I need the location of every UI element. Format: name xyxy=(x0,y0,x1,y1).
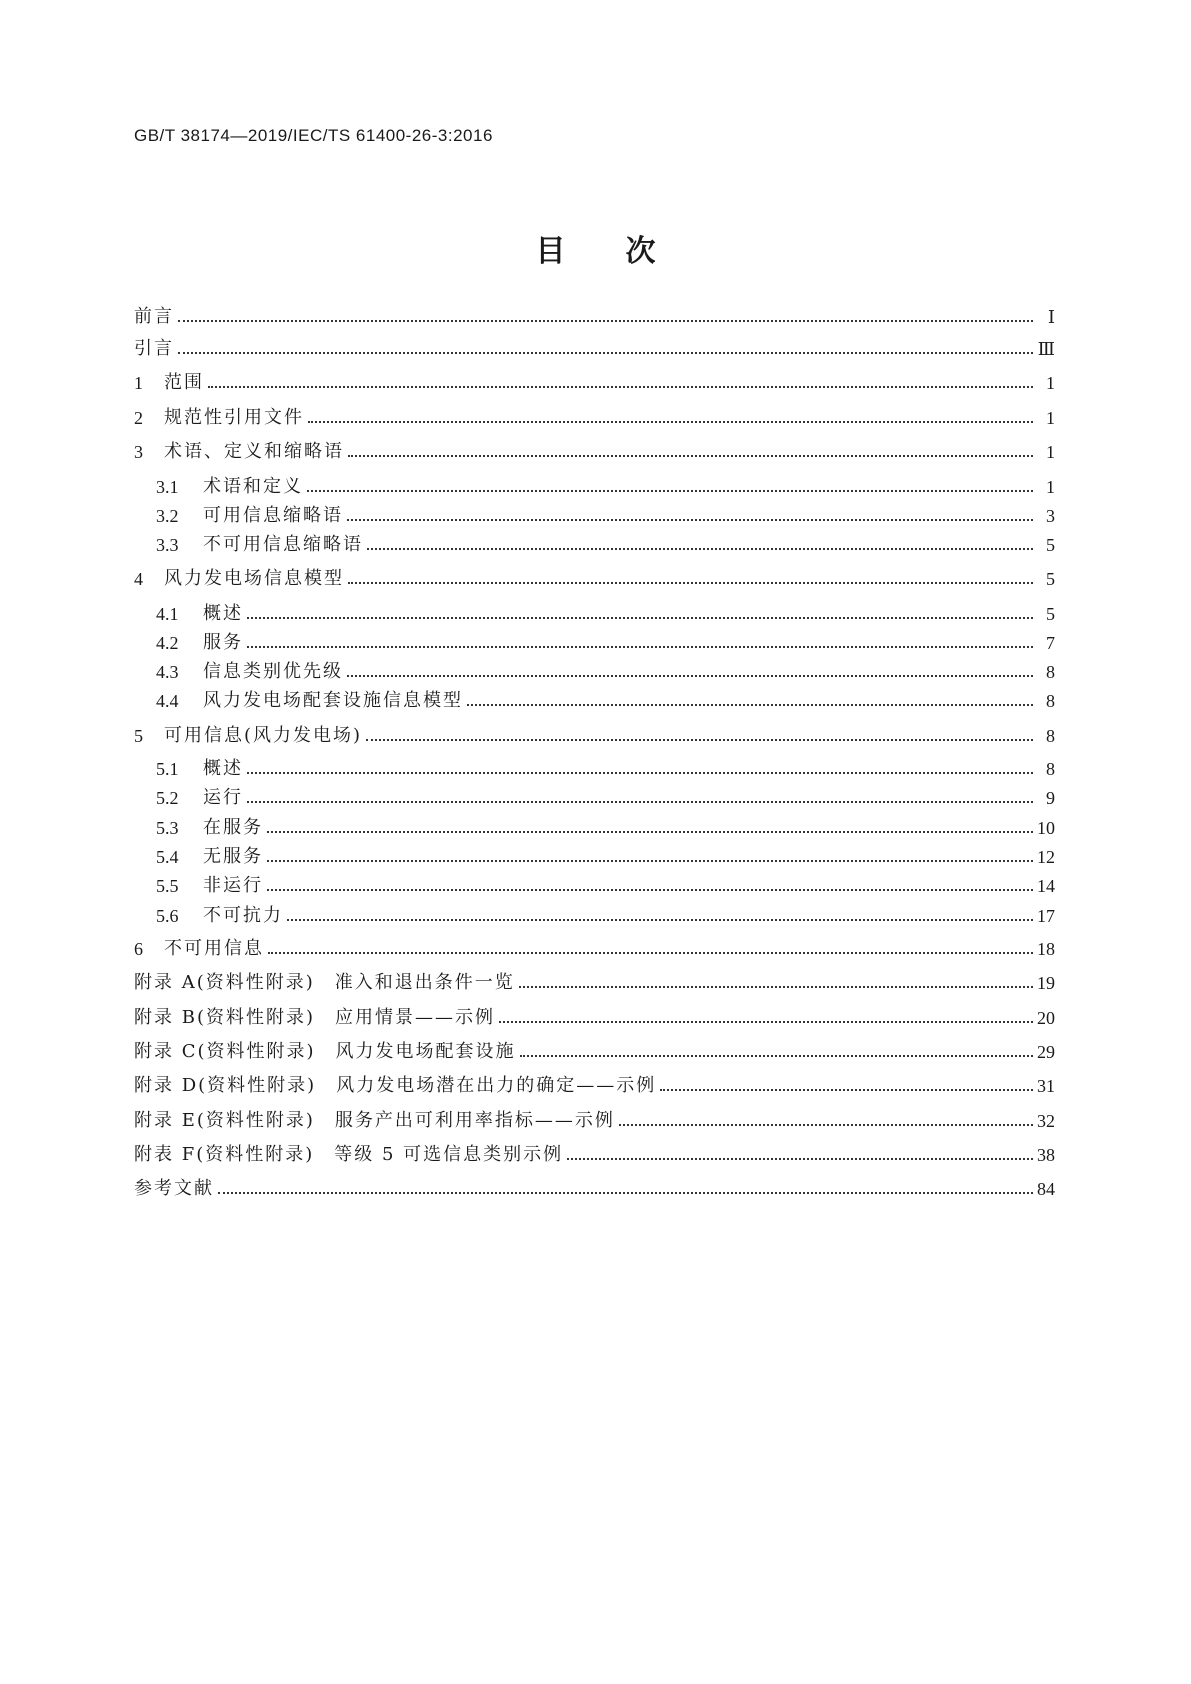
toc-dot-leader xyxy=(247,600,1033,628)
toc-entry-page: 14 xyxy=(1037,876,1055,896)
toc-dot-leader xyxy=(267,814,1033,842)
toc-entry-title: 风力发电场配套设施信息模型 xyxy=(203,690,463,711)
toc-entry[interactable] xyxy=(156,531,1055,559)
toc-entry-page: 8 xyxy=(1046,662,1055,682)
toc-entry[interactable] xyxy=(134,438,1055,466)
toc-entry-number: 5 xyxy=(134,726,143,746)
toc-entry-page: 3 xyxy=(1046,506,1055,526)
toc-entry-title: 附录 E(资料性附录) 服务产出可利用率指标——示例 xyxy=(134,1110,615,1131)
toc-entry-number: 4.2 xyxy=(156,633,179,653)
toc-entry-number: 2 xyxy=(134,408,143,428)
toc-entry-number: 5.5 xyxy=(156,876,179,896)
toc-entry-page: 29 xyxy=(1037,1042,1055,1062)
standard-number: GB/T 38174—2019/IEC/TS 61400-26-3:2016 xyxy=(134,126,493,145)
toc-entry[interactable] xyxy=(134,1038,1055,1066)
toc-entry[interactable] xyxy=(156,658,1055,686)
toc-entry-page: 1 xyxy=(1046,408,1055,428)
toc-entry-title: 可用信息(风力发电场) xyxy=(164,725,363,746)
toc-entry-page: 8 xyxy=(1046,759,1055,779)
toc-dot-leader xyxy=(247,784,1033,812)
toc-dot-leader xyxy=(367,531,1033,559)
toc-entry-title: 规范性引用文件 xyxy=(164,407,304,428)
toc-entry[interactable] xyxy=(156,600,1055,628)
toc-entry-number: 3.3 xyxy=(156,535,179,555)
toc-entry-title: 信息类别优先级 xyxy=(203,661,343,682)
toc-entry-title: 附录 B(资料性附录) 应用情景——示例 xyxy=(134,1007,495,1028)
toc-entry-title: 不可抗力 xyxy=(203,905,283,926)
toc-entry-title: 在服务 xyxy=(203,817,263,838)
toc-entry[interactable] xyxy=(134,969,1055,997)
toc-entry[interactable] xyxy=(134,1072,1055,1100)
toc-entry-page: 1 xyxy=(1046,442,1055,462)
toc-entry-title: 概述 xyxy=(203,603,243,624)
toc-entry-title: 不可用信息 xyxy=(164,938,264,959)
toc-dot-leader xyxy=(287,902,1033,930)
toc-entry-page: 19 xyxy=(1037,973,1055,993)
toc-entry-page: 20 xyxy=(1037,1008,1055,1028)
toc-entry-page: 5 xyxy=(1046,604,1055,624)
toc-entry-page: 5 xyxy=(1046,535,1055,555)
toc-entry[interactable] xyxy=(156,784,1055,812)
toc-entry[interactable] xyxy=(134,722,1055,750)
toc-entry-number: 4.3 xyxy=(156,662,179,682)
toc-dot-leader xyxy=(520,1038,1033,1066)
toc-dot-leader xyxy=(308,404,1033,432)
toc-entry[interactable] xyxy=(156,872,1055,900)
toc-entry-title: 术语、定义和缩略语 xyxy=(164,441,344,462)
toc-entry-number: 1 xyxy=(134,373,143,393)
toc-entry-page: 31 xyxy=(1037,1076,1055,1096)
toc-dot-leader xyxy=(267,843,1033,871)
toc-entry-page: 38 xyxy=(1037,1145,1055,1165)
page-title: 目 次 xyxy=(535,234,656,269)
toc-entry-page: 10 xyxy=(1037,818,1055,838)
toc-entry-page: 17 xyxy=(1037,906,1055,926)
toc-entry-title: 非运行 xyxy=(203,875,263,896)
toc-dot-leader xyxy=(619,1107,1033,1135)
toc-entry-page: 84 xyxy=(1037,1179,1055,1199)
toc-entry-page: Ⅲ xyxy=(1037,339,1055,359)
toc-entry-title: 附表 F(资料性附录) 等级 5 可选信息类别示例 xyxy=(134,1144,564,1165)
toc-dot-leader xyxy=(178,335,1033,363)
toc-entry[interactable] xyxy=(156,755,1055,783)
toc-dot-leader xyxy=(348,565,1033,593)
toc-entry[interactable] xyxy=(134,303,1055,331)
toc-entry[interactable] xyxy=(156,687,1055,715)
toc-entry-number: 3.1 xyxy=(156,477,179,497)
toc-dot-leader xyxy=(247,755,1033,783)
toc-entry[interactable] xyxy=(134,335,1055,363)
toc-entry[interactable] xyxy=(156,502,1055,530)
toc-dot-leader xyxy=(208,369,1033,397)
toc-entry-number: 4.1 xyxy=(156,604,179,624)
toc-dot-leader xyxy=(467,687,1033,715)
toc-entry-page: 7 xyxy=(1046,633,1055,653)
toc-entry-title: 引言 xyxy=(134,338,174,359)
toc-entry-title: 风力发电场信息模型 xyxy=(164,568,344,589)
toc-entry-page: 12 xyxy=(1037,847,1055,867)
toc-dot-leader xyxy=(307,473,1033,501)
toc-entry-page: 18 xyxy=(1037,939,1055,959)
toc-entry-title: 附录 A(资料性附录) 准入和退出条件一览 xyxy=(134,972,515,993)
toc-entry-number: 5.6 xyxy=(156,906,179,926)
toc-entry-title: 附录 C(资料性附录) 风力发电场配套设施 xyxy=(134,1041,516,1062)
toc-dot-leader xyxy=(567,1141,1033,1169)
toc-dot-leader xyxy=(519,969,1033,997)
toc-entry-page: Ⅰ xyxy=(1047,307,1055,327)
toc-entry-number: 5.2 xyxy=(156,788,179,808)
toc-entry[interactable] xyxy=(134,369,1055,397)
toc-dot-leader xyxy=(347,658,1033,686)
toc-entry[interactable] xyxy=(134,404,1055,432)
toc-entry[interactable] xyxy=(156,902,1055,930)
toc-entry-page: 5 xyxy=(1046,569,1055,589)
toc-entry-title: 不可用信息缩略语 xyxy=(203,534,363,555)
toc-entry-title: 概述 xyxy=(203,758,243,779)
toc-entry-page: 8 xyxy=(1046,691,1055,711)
toc-entry-page: 8 xyxy=(1046,726,1055,746)
toc-entry[interactable] xyxy=(134,565,1055,593)
toc-dot-leader xyxy=(247,629,1033,657)
toc-dot-leader xyxy=(178,303,1033,331)
toc-entry-title: 附录 D(资料性附录) 风力发电场潜在出力的确定——示例 xyxy=(134,1075,657,1096)
toc-dot-leader xyxy=(366,722,1033,750)
toc-entry[interactable] xyxy=(156,629,1055,657)
toc-entry[interactable] xyxy=(134,1107,1055,1135)
toc-entry[interactable] xyxy=(134,1004,1055,1032)
toc-dot-leader xyxy=(347,502,1033,530)
toc-entry-title: 范围 xyxy=(164,372,204,393)
toc-entry[interactable] xyxy=(156,814,1055,842)
toc-entry-title: 可用信息缩略语 xyxy=(203,505,343,526)
toc-entry-number: 4 xyxy=(134,569,143,589)
toc-entry-number: 5.3 xyxy=(156,818,179,838)
toc-entry[interactable] xyxy=(156,473,1055,501)
toc-entry-number: 3.2 xyxy=(156,506,179,526)
toc-dot-leader xyxy=(267,872,1033,900)
toc-entry-number: 6 xyxy=(134,939,143,959)
toc-entry-number: 5.4 xyxy=(156,847,179,867)
toc-entry-number: 4.4 xyxy=(156,691,179,711)
toc-entry-page: 1 xyxy=(1046,373,1055,393)
toc-entry-title: 术语和定义 xyxy=(203,476,303,497)
toc-entry-number: 5.1 xyxy=(156,759,179,779)
toc-entry-title: 参考文献 xyxy=(134,1178,214,1199)
toc-entry-title: 无服务 xyxy=(203,846,263,867)
toc-dot-leader xyxy=(268,935,1033,963)
toc-entry-title: 运行 xyxy=(203,787,243,808)
toc-entry-title: 前言 xyxy=(134,306,174,327)
toc-dot-leader xyxy=(348,438,1033,466)
toc-entry-title: 服务 xyxy=(203,632,243,653)
toc-entry[interactable] xyxy=(134,1141,1055,1169)
toc-entry-page: 9 xyxy=(1046,788,1055,808)
toc-entry[interactable] xyxy=(134,1175,1055,1203)
toc-entry-page: 32 xyxy=(1037,1111,1055,1131)
toc-dot-leader xyxy=(660,1072,1033,1100)
toc-entry-page: 1 xyxy=(1046,477,1055,497)
toc-entry-number: 3 xyxy=(134,442,143,462)
toc-entry[interactable] xyxy=(134,935,1055,963)
toc-dot-leader xyxy=(218,1175,1033,1203)
toc-dot-leader xyxy=(499,1004,1033,1032)
toc-entry[interactable] xyxy=(156,843,1055,871)
